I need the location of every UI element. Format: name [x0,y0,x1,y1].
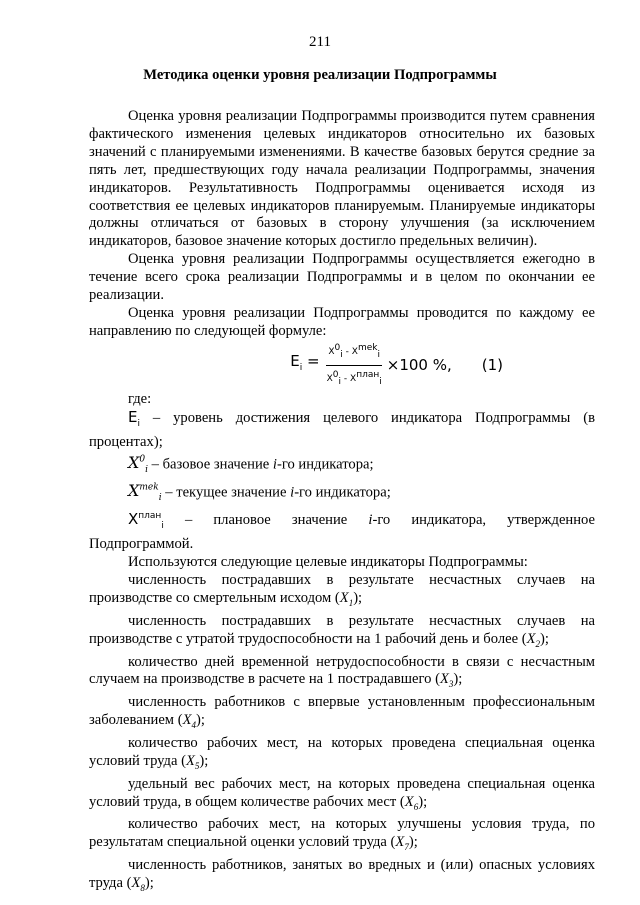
indicator-item: численность работников с впервые установленным профессиональным заболеванием $(X_4)$; [89,694,595,731]
definition-e: $E_i$ – уровень достижения целевого индикатора Подпрограммы (в процентах); [89,407,595,450]
equation-number: (1) [481,355,503,374]
indicator-item: количество рабочих мест, на которых проведена специальная оценка условий труда $(X_5)$; [89,734,595,771]
document-body [89,108,595,898]
formula-fraction [325,340,384,392]
formula-numerator: $X^0_i - X^{mek}_i$ [326,340,382,367]
definition-xplan: $X^{план}_i$ – плановое значение i-го индикатора, утвержденное Подпрограммой. [89,510,595,553]
paragraph: Оценка уровня реализации Подпрограммы производится путем сравнения фактического изменения целевых индикаторов относительно их базовых значений с планируемыми изменениями. В качестве базовых берутся средние за пять лет, предшествующих году начала реализации Подпрограммы, значения индикаторов. Результативность Подпрограммы оценивается исходя из соответствия ее целевых индикаторов планируемым. Планируемые индикаторы должны отличаться от базовых в сторону улучшения (за исключением индикаторов, базовое значение которых достигло предельных величин). [89,108,595,250]
indicator-item: численность пострадавших в результате несчастных случаев на производстве со смертельным исходом $(X_1)$; [89,572,595,608]
indicator-item: численность работников, занятых во вредных и (или) опасных условиях труда $(X_8)$; [89,857,595,893]
page-title: Методика оценки уровня реализации Подпрограммы [143,67,497,83]
indicator-item: количество дней временной нетрудоспособности в связи с несчастным случаем на производстве в расчете на 1 пострадавшего $(X_3)$; [89,653,595,690]
formula-lhs: $E_i$ = [290,352,320,374]
indicator-item: удельный вес рабочих мест, на которых проведена специальная оценка условий труда, в общем количестве рабочих мест $(X_6)$; [89,775,595,812]
formula [89,341,595,391]
where-label: где: [128,390,152,407]
definition-x0: $X^0_i$ – базовое значение i-го индикатора; [128,452,374,476]
paragraph: Оценка уровня реализации Подпрограммы осуществляется ежегодно в течение всего срока реализации Подпрограммы и в целом по окончании ее реализации. [89,251,595,304]
indicator-item: численность пострадавших в результате несчастных случаев на производстве с утратой трудоспособности на 1 рабочий день и более $(X_2)$; [89,612,595,649]
indicators-intro: Используются следующие целевые индикаторы Подпрограммы: [128,554,528,571]
definition-xmek: $X^{mek}_i$ – текущее значение i-го индикатора; [128,481,391,504]
page-number: 211 [309,34,331,50]
formula-tail: ×100 %, [386,355,452,374]
paragraph: Оценка уровня реализации Подпрограммы проводится по каждому ее направлению по следующей формуле: [89,304,595,339]
formula-denominator: $X^0_i - X^{план}_i$ [326,370,382,388]
indicator-item: количество рабочих мест, на которых улучшены условия труда, по результатам специальной оценки условий труда $(X_7)$; [89,816,595,853]
